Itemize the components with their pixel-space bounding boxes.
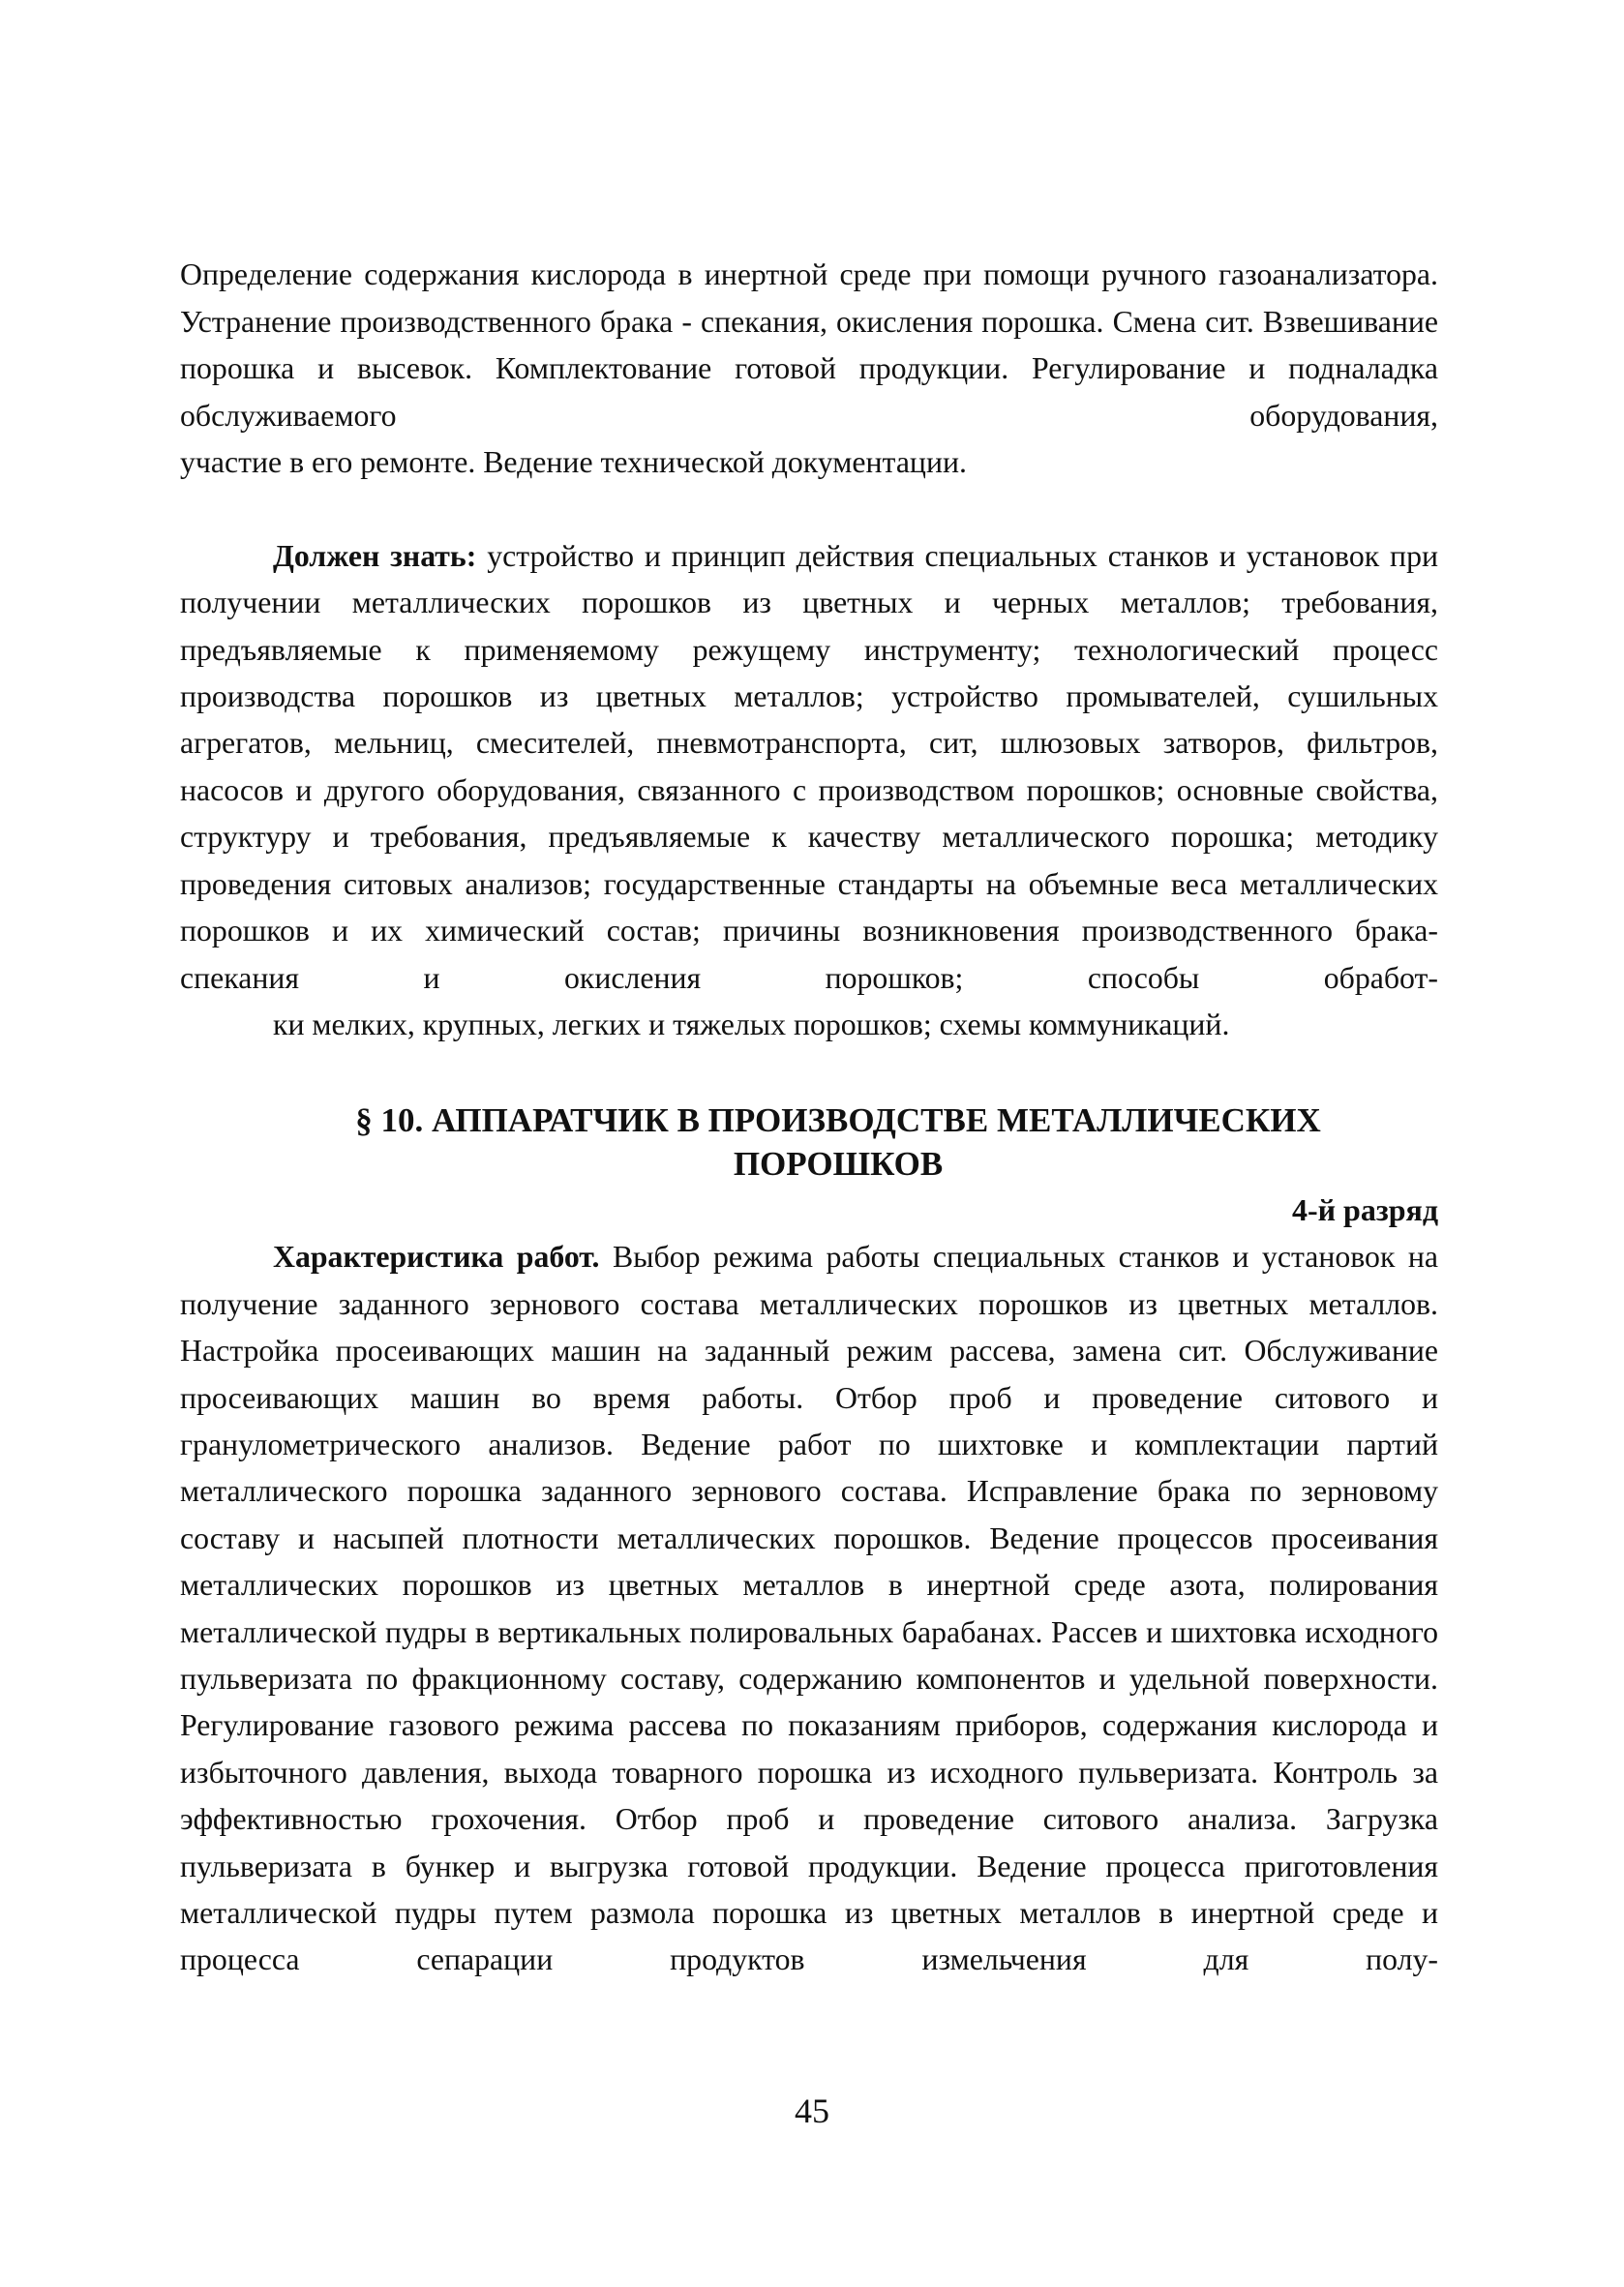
paragraph-text: Определение содержания кислорода в инертной среде при помощи ручного газоанализатора. Устранение производственного брака - спекания, окисления порошка. Смена сит. Взвешивание порошка и высевок. Комплектование готовой продукции. Регулирование и подналадка обслуживаемого оборудования, <box>180 257 1438 433</box>
page-number: 45 <box>795 2091 829 2130</box>
document-page <box>180 205 1438 1984</box>
paragraph-work-description <box>180 1234 1438 1984</box>
grade-label: 4-й разряд <box>1291 1192 1438 1228</box>
must-know-lead: Должен знать: <box>273 538 477 573</box>
paragraph-must-know <box>180 533 1438 1048</box>
section-heading <box>180 1098 1438 1186</box>
work-description-lead: Характеристика работ. <box>273 1240 600 1275</box>
paragraph-continued <box>180 205 1438 533</box>
must-know-last-line: ки мелких, крупных, легких и тяжелых порошков; схемы коммуникаций. <box>273 1007 1230 1041</box>
section-heading-line-1: § 10. АППАРАТЧИК В ПРОИЗВОДСТВЕ МЕТАЛЛИЧЕСКИХ <box>355 1101 1321 1140</box>
section-heading-line-2: ПОРОШКОВ <box>733 1145 944 1184</box>
work-description-text: Выбор режима работы специальных станков и установок на получение заданного зернового состава металлических порошков из цветных металлов. Настройка просеивающих машин на заданный режим рассева, замена сит. Обслуживание просеивающих машин во время работы. Отбор проб и проведение ситового и гранулометрического анализов. Ведение работ по шихтовке и комплектации партий металлического порошка заданного зернового состава. Исправление брака по зерновому составу и насыпей плотности металлических порошков. Ведение процессов просеивания металлических порошков из цветных металлов в инертной среде азота, полирования металлической пудры в вертикальных полировальных барабанах. Рассев и шихтовка исходного пульверизата по фракционному составу, содержанию компонентов и удельной поверхности. Регулирование газового режима рассева по показаниям приборов, содержания кислорода и избыточного давления, выхода товарного порошка из исходного пульверизата. Контроль за эффективностью грохочения. Отбор проб и проведение ситового анализа. Загрузка пульверизата в бункер и выгрузка готовой продукции. Ведение процесса приготовления металлической пудры путем размола порошка из цветных металлов в инертной среде и процесса сепарации продуктов измельчения для полу- <box>180 1240 1439 1977</box>
paragraph-last-line: участие в его ремонте. Ведение технической документации. <box>180 445 967 480</box>
must-know-text: устройство и принцип действия специальных станков и установок при получении металлических порошков из цветных и черных металлов; требования, предъявляемые к применяемому режущему инструменту; технологический процесс производства порошков из цветных металлов; устройство промывателей, сушильных агрегатов, мельниц, смесителей, пневмотранспорта, сит, шлюзовых затворов, фильтров, насосов и другого оборудования, связанного с производством порошков; основные свойства, структуру и требования, предъявляемые к качеству металлического порошка; методику проведения ситовых анализов; государственные стандарты на объемные веса металлических порошков и их химический состав; причины возникновения производственного брака- спекания и окисления порошков; способы обработ- <box>180 538 1438 995</box>
